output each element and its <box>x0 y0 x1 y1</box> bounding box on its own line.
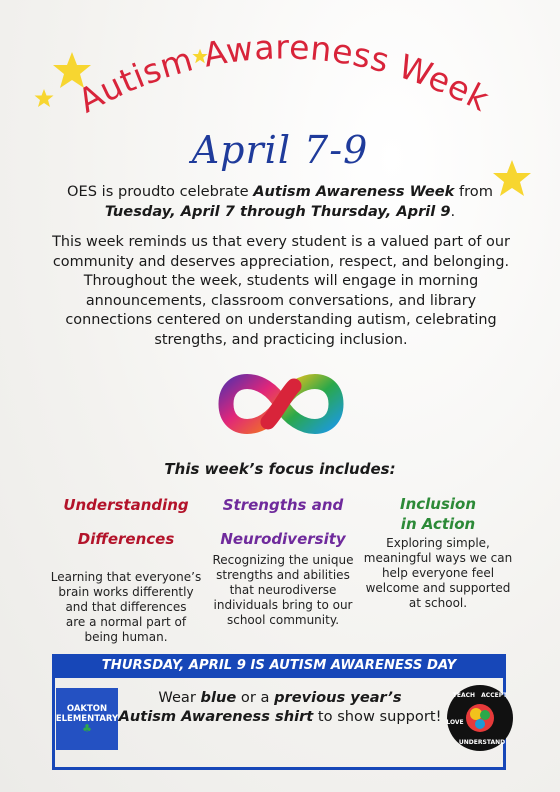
oakton-logo: OAKTON ELEMENTARY ♣ <box>56 688 118 750</box>
wear-blue-text: Wear blue or a previous year’s Autism Awareness shirt to show support! <box>118 689 442 725</box>
focus-column-inclusion <box>358 494 518 534</box>
focus-title: in Action <box>400 515 476 533</box>
focus-description: Exploring simple, meaningful ways we can help everyone feel welcome and supported at school. <box>363 536 513 610</box>
focus-title: Inclusion <box>399 495 477 513</box>
leaf-icon: ♣ <box>82 722 92 735</box>
infinity-symbol-icon <box>218 366 344 442</box>
focus-column-strengths <box>203 488 363 556</box>
svg-text:Autism Awareness Week <box>72 27 496 120</box>
focus-description: Learning that everyone’s brain works differently and that differences are a normal part of being human. <box>50 570 202 644</box>
svg-text:TEACH ACCEPT: TEACH ACCEPT <box>452 692 508 699</box>
intro-text: OES is proudto celebrate Autism Awareness Week from Tuesday, April 7 through Thursday, April 9. <box>67 183 493 220</box>
date-subtitle: April 7-9 <box>191 128 369 172</box>
description-paragraph: This week reminds us that every student is a valued part of our community and deserves appreciation, respect, and belonging. Throughout the week, students will engage in morning announcements, classroom conversations, and library connections centered on understanding autism, celebrating strengths, and practicing inclusion. <box>52 234 510 348</box>
teach-accept-logo-icon <box>446 684 514 752</box>
awareness-day-banner: THURSDAY, APRIL 9 IS AUTISM AWARENESS DAY <box>52 654 506 678</box>
svg-text:UNDERSTAND: UNDERSTAND <box>458 739 506 746</box>
focus-column-understanding <box>46 488 206 556</box>
focus-description: Recognizing the unique strengths and abilities that neurodiverse individuals bring to our school community. <box>212 553 354 627</box>
title-text: Autism Awareness Week <box>71 27 496 121</box>
focus-title: Neurodiversity <box>220 530 346 548</box>
focus-title: Strengths and <box>222 496 344 514</box>
focus-title: Understanding <box>63 496 189 514</box>
focus-heading: This week’s focus includes: <box>164 460 396 478</box>
focus-title: Differences <box>77 530 175 548</box>
svg-text:LOVE: LOVE <box>446 719 464 726</box>
